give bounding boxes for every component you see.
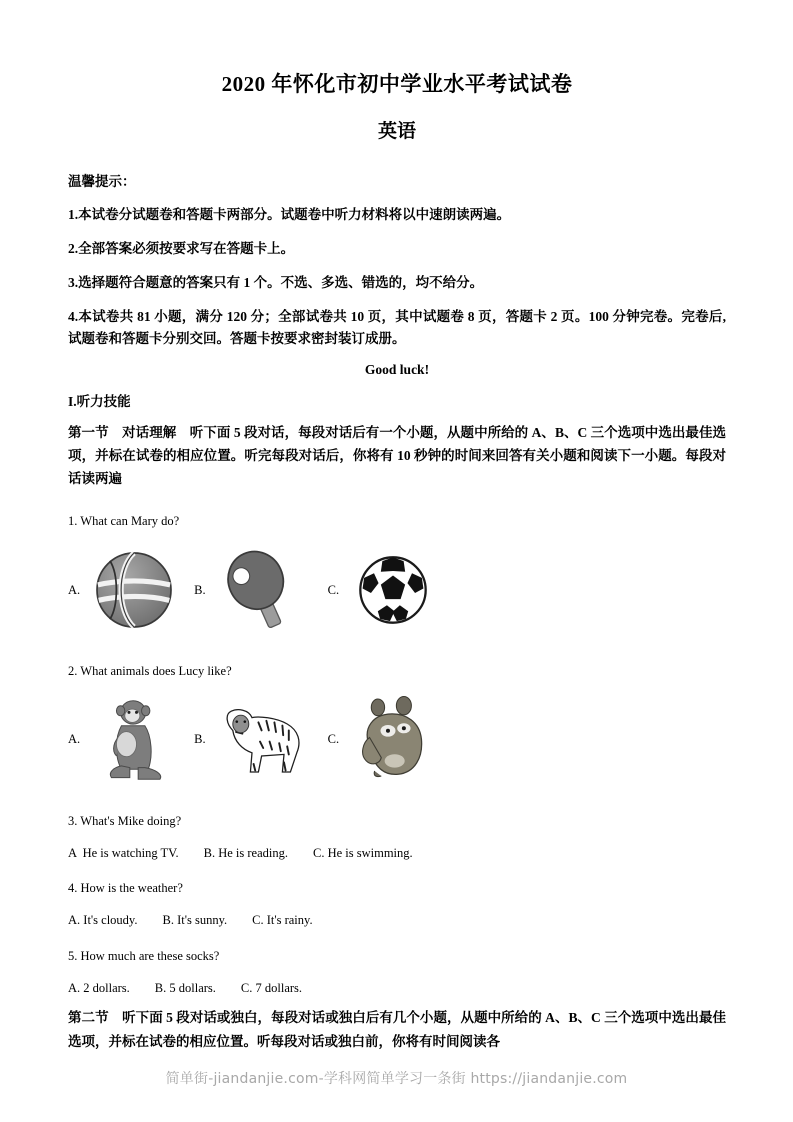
tiger-icon: [212, 688, 308, 792]
question-1-option-b[interactable]: [194, 538, 307, 642]
question-2-option-a[interactable]: [68, 688, 182, 792]
question-2-options: [68, 685, 726, 795]
document-content: [68, 0, 726, 1053]
section-one-instructions: 第一节 对话理解 听下面 5 段对话，每段对话后有一个小题，从题中所给的 A、B、C 三个选项中选出最佳选项，并标在试卷的相应位置。听完每段对话后，你将有 10 秒钟的时间来回答有关小题和阅读下一小题。每段对话读两遍: [68, 424, 726, 487]
pingpong-paddle-icon: [212, 538, 308, 642]
question-2-option-b[interactable]: [194, 688, 307, 792]
option-label-a: A.: [68, 582, 81, 597]
question-5-options[interactable]: A. 2 dollars. B. 5 dollars. C. 7 dollars.: [68, 980, 303, 995]
option-label-b: B.: [194, 732, 206, 747]
question-5-prompt: 5. How much are these socks?: [68, 948, 220, 963]
section-two-instructions: 第二节 听下面 5 段对话或独白，每段对话或独白后有几个小题，从题中所给的 A、B、C 三个选项中选出最佳选项，并标在试卷的相应位置。听每段对话或独白前，你将有时间阅读各: [68, 1010, 726, 1049]
monkey-icon: [86, 688, 182, 792]
panda-icon: [345, 688, 441, 792]
notice-heading: 温馨提示：: [68, 173, 136, 189]
notice-item-2: 2.全部答案必须按要求写在答题卡上。: [68, 241, 295, 257]
option-label-c: C.: [327, 582, 340, 597]
question-4-options[interactable]: A. It's cloudy. B. It's sunny. C. It's rainy.: [68, 913, 313, 928]
page-title: 2020 年怀化市初中学业水平考试试卷: [221, 72, 573, 96]
notice-item-1: 1.本试卷分试题卷和答题卡两部分。试题卷中听力材料将以中速朗读两遍。: [68, 207, 511, 223]
option-label-a: A.: [68, 732, 81, 747]
question-3-prompt: 3. What's Mike doing?: [68, 813, 182, 828]
footer-watermark: 简单街-jiandanjie.com-学科网简单学习一条街 https://jiandanjie.com: [165, 1071, 628, 1087]
notice-item-4: 4.本试卷共 81 小题，满分 120 分；全部试卷共 10 页，其中试题卷 8 页，答题卡 2 页。100 分钟完卷。完卷后,试题卷和答题卡分别交回。答题卡按要求密封装订成册。: [68, 308, 726, 346]
question-1-option-c[interactable]: [328, 538, 441, 642]
basketball-icon: [86, 538, 182, 642]
question-1-prompt: 1. What can Mary do?: [68, 514, 180, 529]
question-1-option-a[interactable]: [68, 538, 182, 642]
option-label-c: C.: [327, 732, 340, 747]
part-one-heading: I.听力技能: [68, 393, 131, 409]
good-luck-text: Good luck!: [364, 361, 430, 377]
subject-title: 英语: [377, 121, 416, 143]
soccer-ball-icon: [345, 538, 441, 642]
question-4-prompt: 4. How is the weather?: [68, 881, 183, 896]
question-2-prompt: 2. What animals does Lucy like?: [68, 664, 232, 679]
question-2-option-c[interactable]: [328, 688, 441, 792]
question-1-options: [68, 535, 726, 645]
option-label-b: B.: [194, 582, 206, 597]
question-3-options[interactable]: A He is watching TV. B. He is reading. C. He is swimming.: [68, 845, 413, 860]
notice-item-3: 3.选择题符合题意的答案只有 1 个。不选、多选、错选的，均不给分。: [68, 274, 484, 290]
